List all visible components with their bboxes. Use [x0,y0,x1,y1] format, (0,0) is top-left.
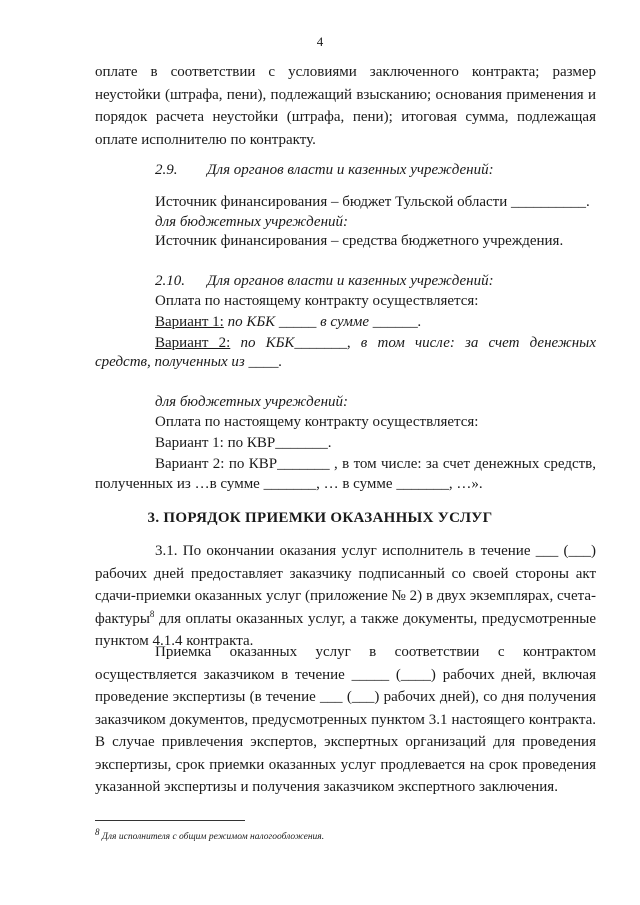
footnote-divider [95,820,245,821]
budget-variant-1: Вариант 1: по КВР_______. [155,435,332,451]
budget-payment-intro: Оплата по настоящему контракту осуществляется: [155,414,479,430]
section-2-9-heading [155,160,494,180]
variant-2-continuation: средств, полученных из ____. [95,354,283,370]
budget-institutions-heading-2: для бюджетных учреждений: [155,394,349,410]
funding-source-institution: Источник финансирования – средства бюджетного учреждения. [155,233,564,249]
section-2-9-heading-text: Для органов власти и казенных учреждений: [207,162,494,178]
footnote-ref-8: 8 [149,608,155,619]
funding-source-regional: Источник финансирования – бюджет Тульской области __________. [155,194,590,210]
paragraph-3-1 [95,540,596,653]
budget-variant-2-continuation: полученных из …в сумме _______, … в сумме _______, …». [95,476,483,492]
paragraph-acceptance: Приемка оказанных услуг в соответствии с контрактом осуществляется заказчиком в течение _____ (____) рабочих дней, включая проведение экспертизы (в течение ___ (___) рабочих дней), со дня получения заказчиком документов, предусмотренных пунктом 3.1 настоящего контракта. В случае привлечения экспертов, экспертных организаций для проведения экспертизы, срок приемки оказанных услуг продлевается на срок проведения указанной экспертизы и получения заказчиком экспертного заключения. [95,644,596,795]
variant-2-label: Вариант 2: [155,335,231,351]
footnote-text: Для исполнителя с общим режимом налогообложения. [99,832,325,843]
budget-institutions-heading: для бюджетных учреждений: [155,214,349,230]
paragraph-3-1-text: 3.1. По окончании оказания услуг исполнитель в течение ___ (___) рабочих дней предоставляет заказчику подписанный со своей стороны акт сдачи-приемки оказанных услуг (приложение № 2) в двух экземплярах, счета-фактуры [95,543,596,627]
payment-intro: Оплата по настоящему контракту осуществляется: [155,293,479,309]
variant-1-label: Вариант 1: [155,314,224,330]
paragraph-payment-terms: оплате в соответствии с условиями заключенного контракта; размер неустойки (штрафа, пени), подлежащий взысканию; основания применения и порядок расчета неустойки (штрафа, пени); итоговая сумма, подлежащая оплате исполнителю по контракту. [95,64,596,148]
footnote [95,827,325,843]
section-3-heading: 3. ПОРЯДОК ПРИЕМКИ ОКАЗАННЫХ УСЛУГ [147,510,493,526]
paragraph-3-1-text-end: для оплаты оказанных услуг, а также документы, предусмотренные пунктом 4.1.4 контракта. [95,610,596,649]
page-number: 4 [316,34,324,49]
budget-variant-2: Вариант 2: по КВР_______ , в том числе: за счет денежных средств, [155,456,596,472]
section-2-10-heading-text: Для органов власти и казенных учреждений: [207,273,494,289]
section-2-10-heading [155,271,494,291]
variant-1-text: по КБК _____ в сумме ______. [223,314,422,330]
variant-2-kbk [155,333,596,353]
section-2-9-number: 2.9. [155,162,178,178]
variant-1-kbk [155,312,422,332]
section-2-10-number: 2.10. [155,273,185,289]
footnote-mark: 8 [95,827,100,837]
variant-2-text: по КБК_______, в том числе: за счет денежных [230,335,596,351]
